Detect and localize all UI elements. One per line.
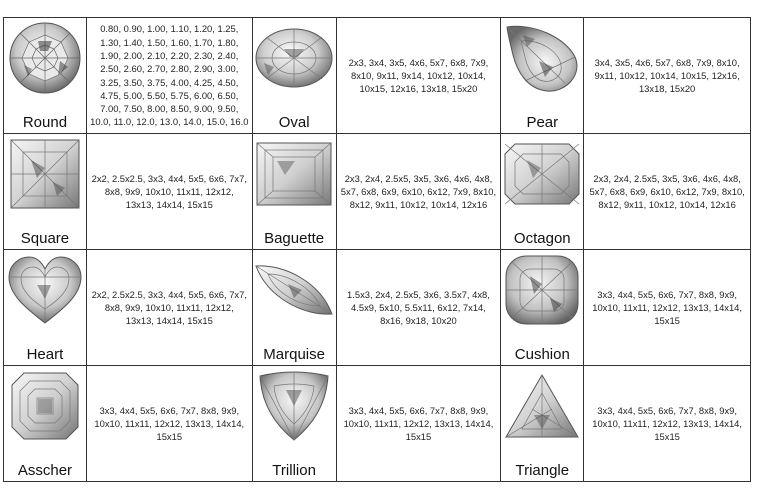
shape-name: Octagon bbox=[513, 230, 571, 247]
size-list: 2x3, 3x4, 3x5, 4x6, 5x7, 6x8, 7x9, 8x10, 9x11, 9x14, 10x12, 10x14, 10x15, 12x16, 13x18, 15x20 bbox=[348, 56, 489, 95]
shape-name: Heart bbox=[26, 346, 64, 363]
size-list: 2x2, 2.5x2.5, 3x3, 4x4, 5x5, 6x6, 7x7, 8x8, 9x9, 10x10, 11x11, 12x12, 13x13, 14x14, 15x15 bbox=[91, 288, 247, 327]
size-list: 0.80, 0.90, 1.00, 1.10, 1.20, 1.25, 1.30, 1.40, 1.50, 1.60, 1.70, 1.80, 1.90, 2.00, 2.10, 2.20, 2.30, 2.40, 2.50, 2.60, 2.70, 2.80, 2.90, 3.00, 3.25, 3.50, 3.75, 4.00, 4.25, 4.50, 4.75, 5.00, 5.50, 5.75, 6.00, 6.50, 7.00, 7.50, 8.00, 8.50, 9.00, 9.50, 10.0, 11.0, 12.0, 13.0, 14.0, 15.0, 16.0 bbox=[90, 23, 249, 128]
size-list: 2x3, 2x4, 2.5x5, 3x5, 3x6, 4x6, 4x8, 5x7, 6x8, 6x9, 6x10, 6x12, 7x9, 8x10, 8x12, 9x11, 10x12, 10x14, 12x16 bbox=[589, 172, 745, 211]
shape-cell-pear bbox=[501, 18, 584, 134]
heart-gem-icon bbox=[7, 255, 83, 325]
shape-name: Asscher bbox=[17, 462, 73, 479]
shape-name: Trillion bbox=[272, 462, 316, 479]
shape-name: Cushion bbox=[514, 346, 570, 363]
size-list: 1.5x3, 2x4, 2.5x5, 3x6, 3.5x7, 4x8, 4.5x9, 5x10, 5.5x11, 6x12, 7x14, 8x16, 9x18, 10x20 bbox=[347, 288, 490, 327]
size-list: 3x4, 3x5, 4x6, 5x7, 6x8, 7x9, 8x10, 9x11, 10x12, 10x14, 10x15, 12x16, 13x18, 15x20 bbox=[594, 56, 740, 95]
size-cell-cushion bbox=[584, 250, 751, 366]
shape-cell-square bbox=[4, 134, 87, 250]
shape-name: Round bbox=[22, 114, 68, 131]
shape-cell-marquise bbox=[253, 250, 337, 366]
trillion-gem-icon bbox=[256, 370, 332, 442]
size-cell-round bbox=[87, 18, 253, 134]
size-cell-heart bbox=[87, 250, 253, 366]
shape-name: Triangle bbox=[515, 462, 570, 479]
table-row bbox=[4, 134, 751, 250]
shape-cell-trillion bbox=[253, 366, 337, 482]
size-cell-pear bbox=[584, 18, 751, 134]
round-gem-icon bbox=[8, 21, 82, 95]
size-list: 2x2, 2.5x2.5, 3x3, 4x4, 5x5, 6x6, 7x7, 8x8, 9x9, 10x10, 11x11, 12x12, 13x13, 14x14, 15x15 bbox=[91, 172, 247, 211]
square-gem-icon bbox=[9, 138, 81, 210]
size-cell-triangle bbox=[584, 366, 751, 482]
size-cell-baguette bbox=[337, 134, 502, 250]
table-row bbox=[4, 366, 751, 482]
size-list: 2x3, 2x4, 2.5x5, 3x5, 3x6, 4x6, 4x8, 5x7, 6x8, 6x9, 6x10, 6x12, 7x9, 8x10, 8x12, 9x11, 10x12, 10x14, 12x16 bbox=[340, 172, 497, 211]
shape-cell-heart bbox=[4, 250, 87, 366]
size-list: 3x3, 4x4, 5x5, 6x6, 7x7, 8x8, 9x9, 10x10, 11x11, 12x12, 13x13, 14x14, 15x15 bbox=[592, 288, 742, 327]
marquise-gem-icon bbox=[254, 260, 334, 320]
size-cell-octagon bbox=[584, 134, 751, 250]
asscher-gem-icon bbox=[10, 371, 80, 441]
size-cell-oval bbox=[337, 18, 502, 134]
table-row bbox=[4, 18, 751, 134]
cushion-gem-icon bbox=[504, 254, 580, 326]
shape-cell-oval bbox=[253, 18, 337, 134]
shape-name: Marquise bbox=[263, 346, 325, 363]
shape-cell-round bbox=[4, 18, 87, 134]
size-cell-asscher bbox=[87, 366, 253, 482]
size-list: 3x3, 4x4, 5x5, 6x6, 7x7, 8x8, 9x9, 10x10, 11x11, 12x12, 13x13, 14x14, 15x15 bbox=[343, 404, 494, 443]
baguette-gem-icon bbox=[255, 141, 333, 207]
shape-name: Baguette bbox=[264, 230, 325, 247]
size-cell-marquise bbox=[337, 250, 502, 366]
size-cell-square bbox=[87, 134, 253, 250]
pear-gem-icon bbox=[503, 21, 581, 95]
shape-name: Oval bbox=[278, 114, 310, 131]
shape-cell-baguette bbox=[253, 134, 337, 250]
shape-cell-octagon bbox=[501, 134, 584, 250]
shape-cell-asscher bbox=[4, 366, 87, 482]
oval-gem-icon bbox=[254, 27, 334, 89]
shape-cell-cushion bbox=[501, 250, 584, 366]
triangle-gem-icon bbox=[504, 373, 580, 439]
shape-name: Square bbox=[20, 230, 70, 247]
size-list: 3x3, 4x4, 5x5, 6x6, 7x7, 8x8, 9x9, 10x10, 11x11, 12x12, 13x13, 14x14, 15x15 bbox=[94, 404, 245, 443]
octagon-gem-icon bbox=[503, 142, 581, 206]
size-list: 3x3, 4x4, 5x5, 6x6, 7x7, 8x8, 9x9, 10x10, 11x11, 12x12, 13x13, 14x14, 15x15 bbox=[592, 404, 742, 443]
shape-name: Pear bbox=[526, 114, 559, 131]
table-row bbox=[4, 250, 751, 366]
gem-size-table bbox=[3, 17, 751, 482]
shape-cell-triangle bbox=[501, 366, 584, 482]
size-cell-trillion bbox=[337, 366, 502, 482]
